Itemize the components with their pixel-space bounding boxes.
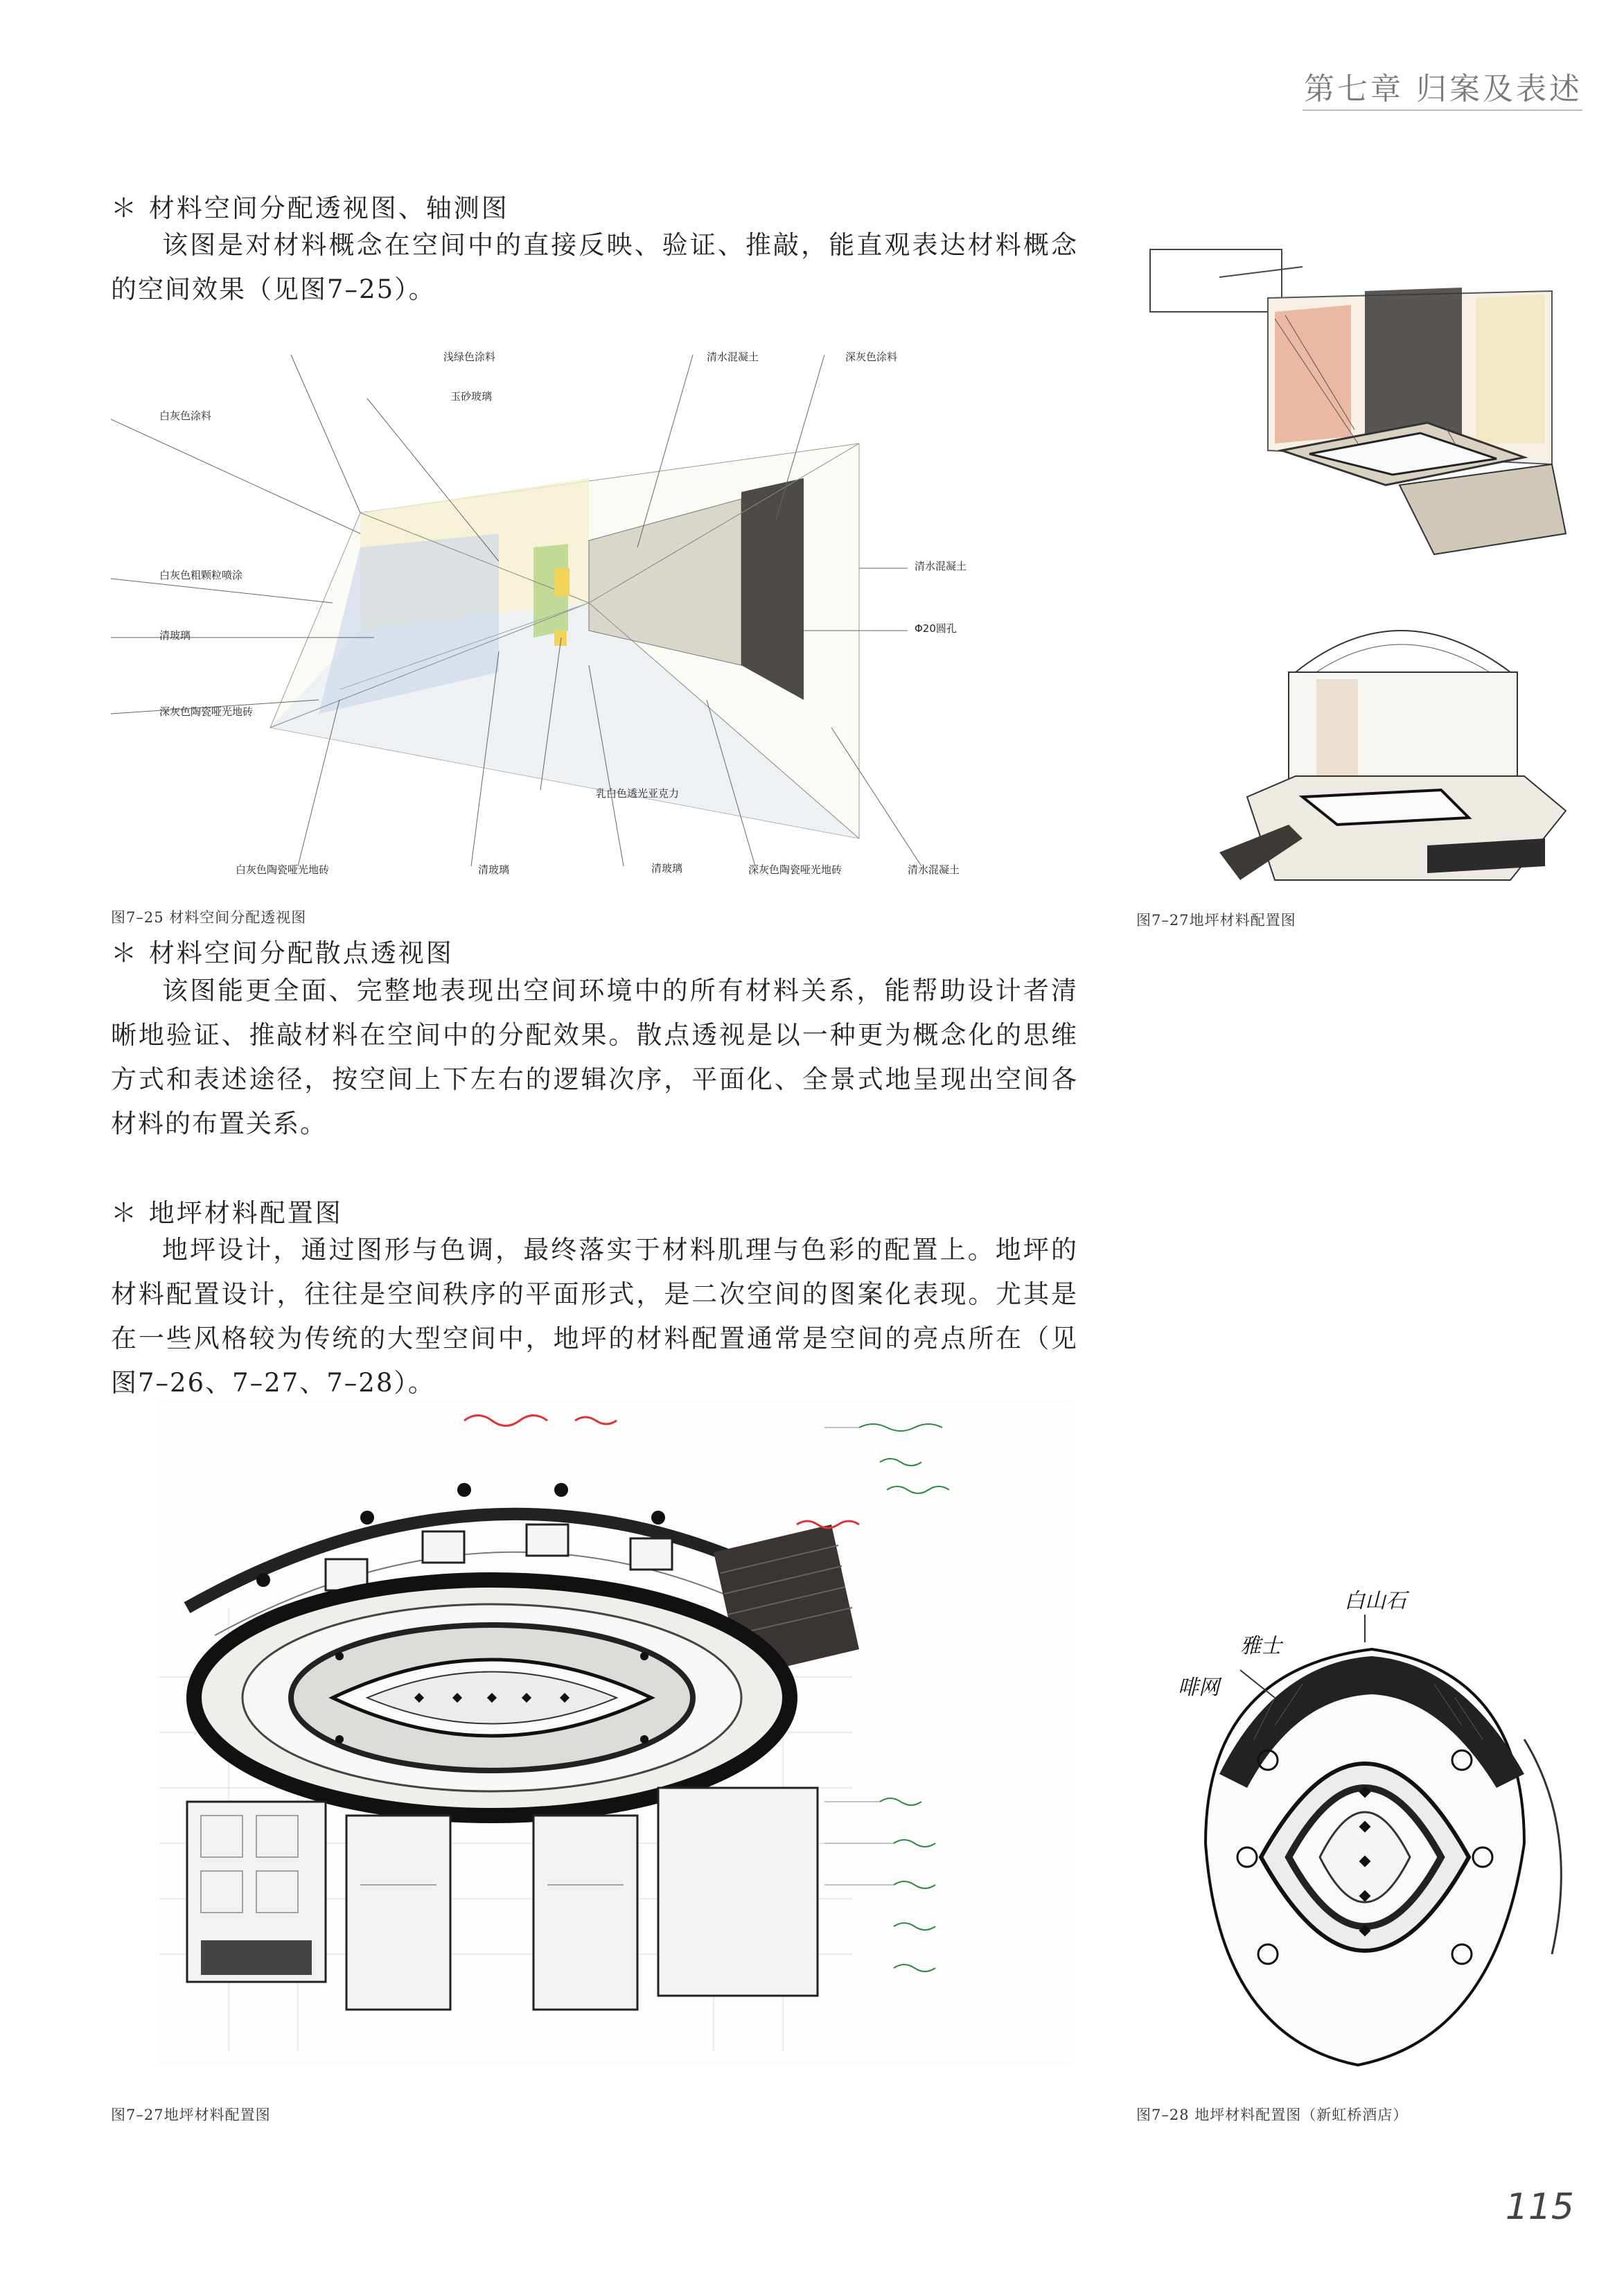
figure-7-27-floor-plan [159,1400,1074,2065]
figure-7-28-sketch [1136,1566,1587,2093]
header-rule [1303,109,1582,111]
label-dark-grey-paint: 深灰色涂料 [845,351,898,363]
label-clear-glass-bottom1: 清玻璃 [478,863,510,876]
label-light-green-paint: 浅绿色涂料 [443,351,496,363]
figure-7-28-caption: 图7–28 地坪材料配置图（新虹桥酒店） [1136,2107,1409,2123]
figure-7-27-sketch-top [1136,236,1587,582]
section-title-scatter-perspective: ＊ 材料空间分配散点透视图 [111,938,454,968]
section-paragraph-floor-material: 地坪设计，通过图形与色调，最终落实于材料肌理与色彩的配置上。地坪的材料配置设计，往往是空间秩序的平面形式，是二次空间的图案化表现。尤其是在一些风格较为传统的大型空间中，地坪的材料配置通常是空间的亮点所在（见图7–26、7–27、7–28）。 [111,1235,1078,1398]
label-acrylic: 乳白色透光亚克力 [596,787,680,800]
label-dark-grey-tile-bottom: 深灰色陶瓷哑光地砖 [748,863,842,876]
label-fair-faced-concrete-top: 清水混凝土 [707,351,759,363]
section-paragraph-scatter-perspective: 该图能更全面、完整地表现出空间环境中的所有材料关系，能帮助设计者清晰地验证、推敲材料在空间中的分配效果。散点透视是以一种更为概念化的思维方式和表述途径，按空间上下左右的逻辑次序，平面化、全景式地呈现出空间各材料的布置关系。 [111,976,1078,1139]
figure-7-27-sketch-bottom [1219,589,1580,901]
label-white-grey-tile: 白灰色陶瓷哑光地砖 [236,863,330,876]
label-round-hole: Φ20圆孔 [915,622,957,635]
chapter-header: 第七章 归案及表述 [1304,71,1582,107]
label-fair-faced-concrete-bottom: 清水混凝土 [908,863,960,876]
label-white-grey-paint: 白灰色涂料 [159,410,212,422]
label-clear-glass-bottom2: 清玻璃 [651,862,683,875]
note-white-stone: 白山石 [1344,1589,1406,1613]
label-clear-glass-left: 清玻璃 [159,629,191,642]
label-coarse-spray: 白灰色粗颗粒喷涂 [159,569,243,581]
figure-7-25-caption: 图7–25 材料空间分配透视图 [111,909,307,926]
figure-7-25-perspective [111,340,1081,887]
page-number: 115 [1505,2186,1574,2228]
section-title-perspective: ＊ 材料空间分配透视图、轴测图 [111,193,509,223]
section-paragraph-perspective: 该图是对材料概念在空间中的直接反映、验证、推敲，能直观表达材料概念的空间效果（见图7–25）。 [111,230,1078,304]
figure-7-27-plan-caption: 图7–27地坪材料配置图 [111,2107,271,2123]
note-yashi: 雅士 [1240,1634,1282,1658]
label-fair-faced-concrete-right: 清水混凝土 [915,560,967,572]
label-dark-grey-tile-left: 深灰色陶瓷哑光地砖 [159,705,254,718]
section-title-floor-material: ＊ 地坪材料配置图 [111,1198,343,1228]
figure-7-27-right-caption: 图7–27地坪材料配置图 [1136,912,1296,929]
label-frosted-glass: 玉砂玻璃 [450,390,493,403]
note-coffee-net: 啡网 [1178,1676,1219,1700]
